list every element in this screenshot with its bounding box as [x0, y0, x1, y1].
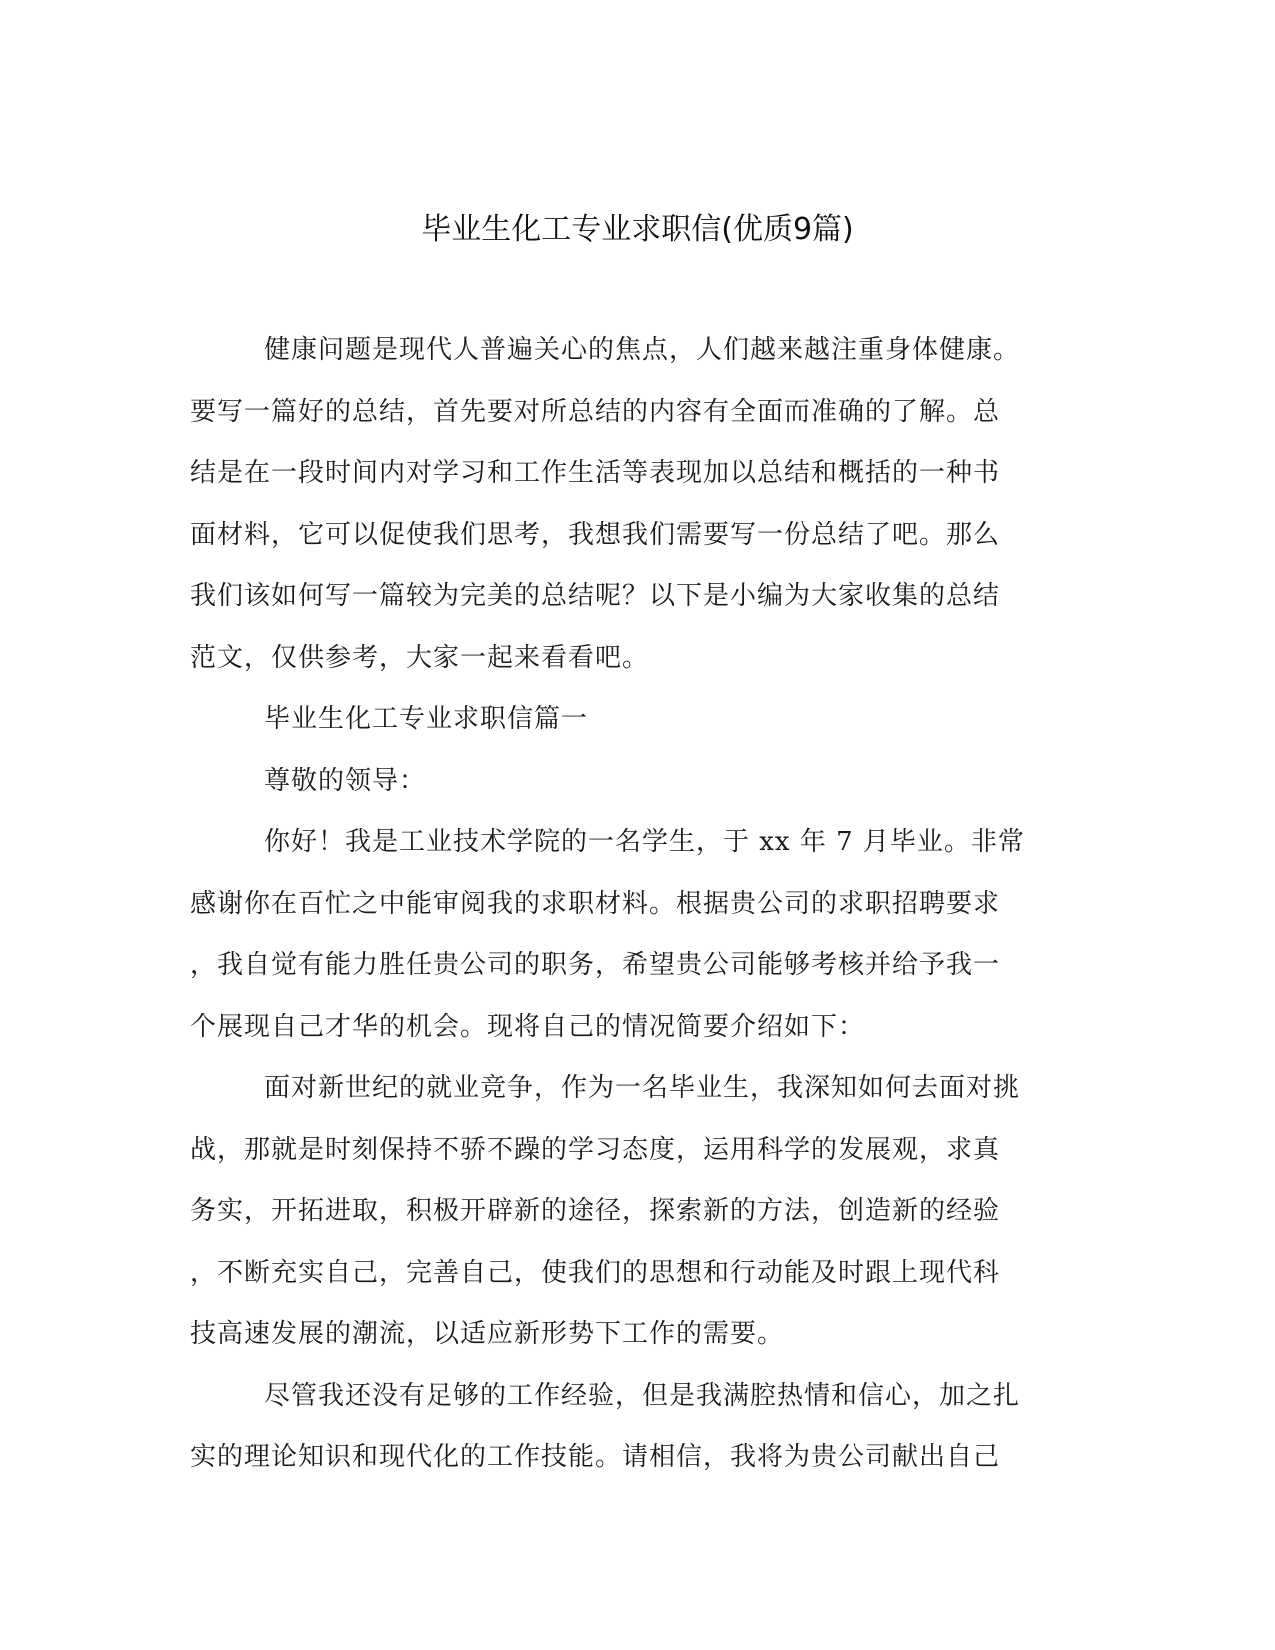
- document-body: [190, 330, 1070, 1499]
- letter-line-6: 战，那就是时刻保持不骄不躁的学习态度，运用科学的发展观，求真: [190, 1134, 1001, 1165]
- document-title: 毕业生化工专业求职信(优质9篇): [421, 212, 854, 247]
- letter-line-11: 实的理论知识和现代化的工作技能。请相信，我将为贵公司献出自己: [190, 1442, 1001, 1472]
- letter-line-7: 务实，开拓进取，积极开辟新的途径，探索新的方法，创造新的经验: [190, 1196, 1001, 1226]
- intro-line-3: 结是在一段时间内对学习和工作生活等表现加以总结和概括的一种书: [190, 458, 1001, 488]
- letter-line-9: 技高速发展的潮流，以适应新形势下工作的需要。: [190, 1319, 785, 1349]
- letter-line-1: 你好！我是工业技术学院的一名学生，于 xx 年 7 月毕业。非常: [264, 827, 1025, 857]
- letter-line-2: 感谢你在百忙之中能审阅我的求职材料。根据贵公司的求职招聘要求: [190, 888, 1001, 919]
- letter-line-3: ，我自觉有能力胜任贵公司的职务，希望贵公司能够考核并给予我一: [190, 950, 1001, 980]
- letter-line-10: 尽管我还没有足够的工作经验，但是我满腔热情和信心，加之扎: [264, 1380, 1021, 1411]
- intro-line-4: 面材料，它可以促使我们思考，我想我们需要写一份总结了吧。那么: [190, 519, 1001, 550]
- intro-line-2: 要写一篇好的总结，首先要对所总结的内容有全面而准确的了解。总: [190, 396, 1001, 427]
- salutation: 尊敬的领导：: [264, 765, 427, 796]
- letter-line-5: 面对新世纪的就业竞争，作为一名毕业生，我深知如何去面对挑: [264, 1073, 1021, 1103]
- intro-line-1: 健康问题是现代人普遍关心的焦点，人们越来越注重身体健康。: [264, 335, 1021, 365]
- letter-line-8: ，不断充实自己，完善自己，使我们的思想和行动能及时跟上现代科: [190, 1257, 1001, 1288]
- intro-line-6: 范文，仅供参考，大家一起来看看吧。: [190, 642, 650, 673]
- letter-line-4: 个展现自己才华的机会。现将自己的情况简要介绍如下：: [190, 1011, 866, 1042]
- section-heading: 毕业生化工专业求职信篇一: [264, 704, 589, 734]
- intro-line-5: 我们该如何写一篇较为完美的总结呢？以下是小编为大家收集的总结: [190, 581, 1001, 611]
